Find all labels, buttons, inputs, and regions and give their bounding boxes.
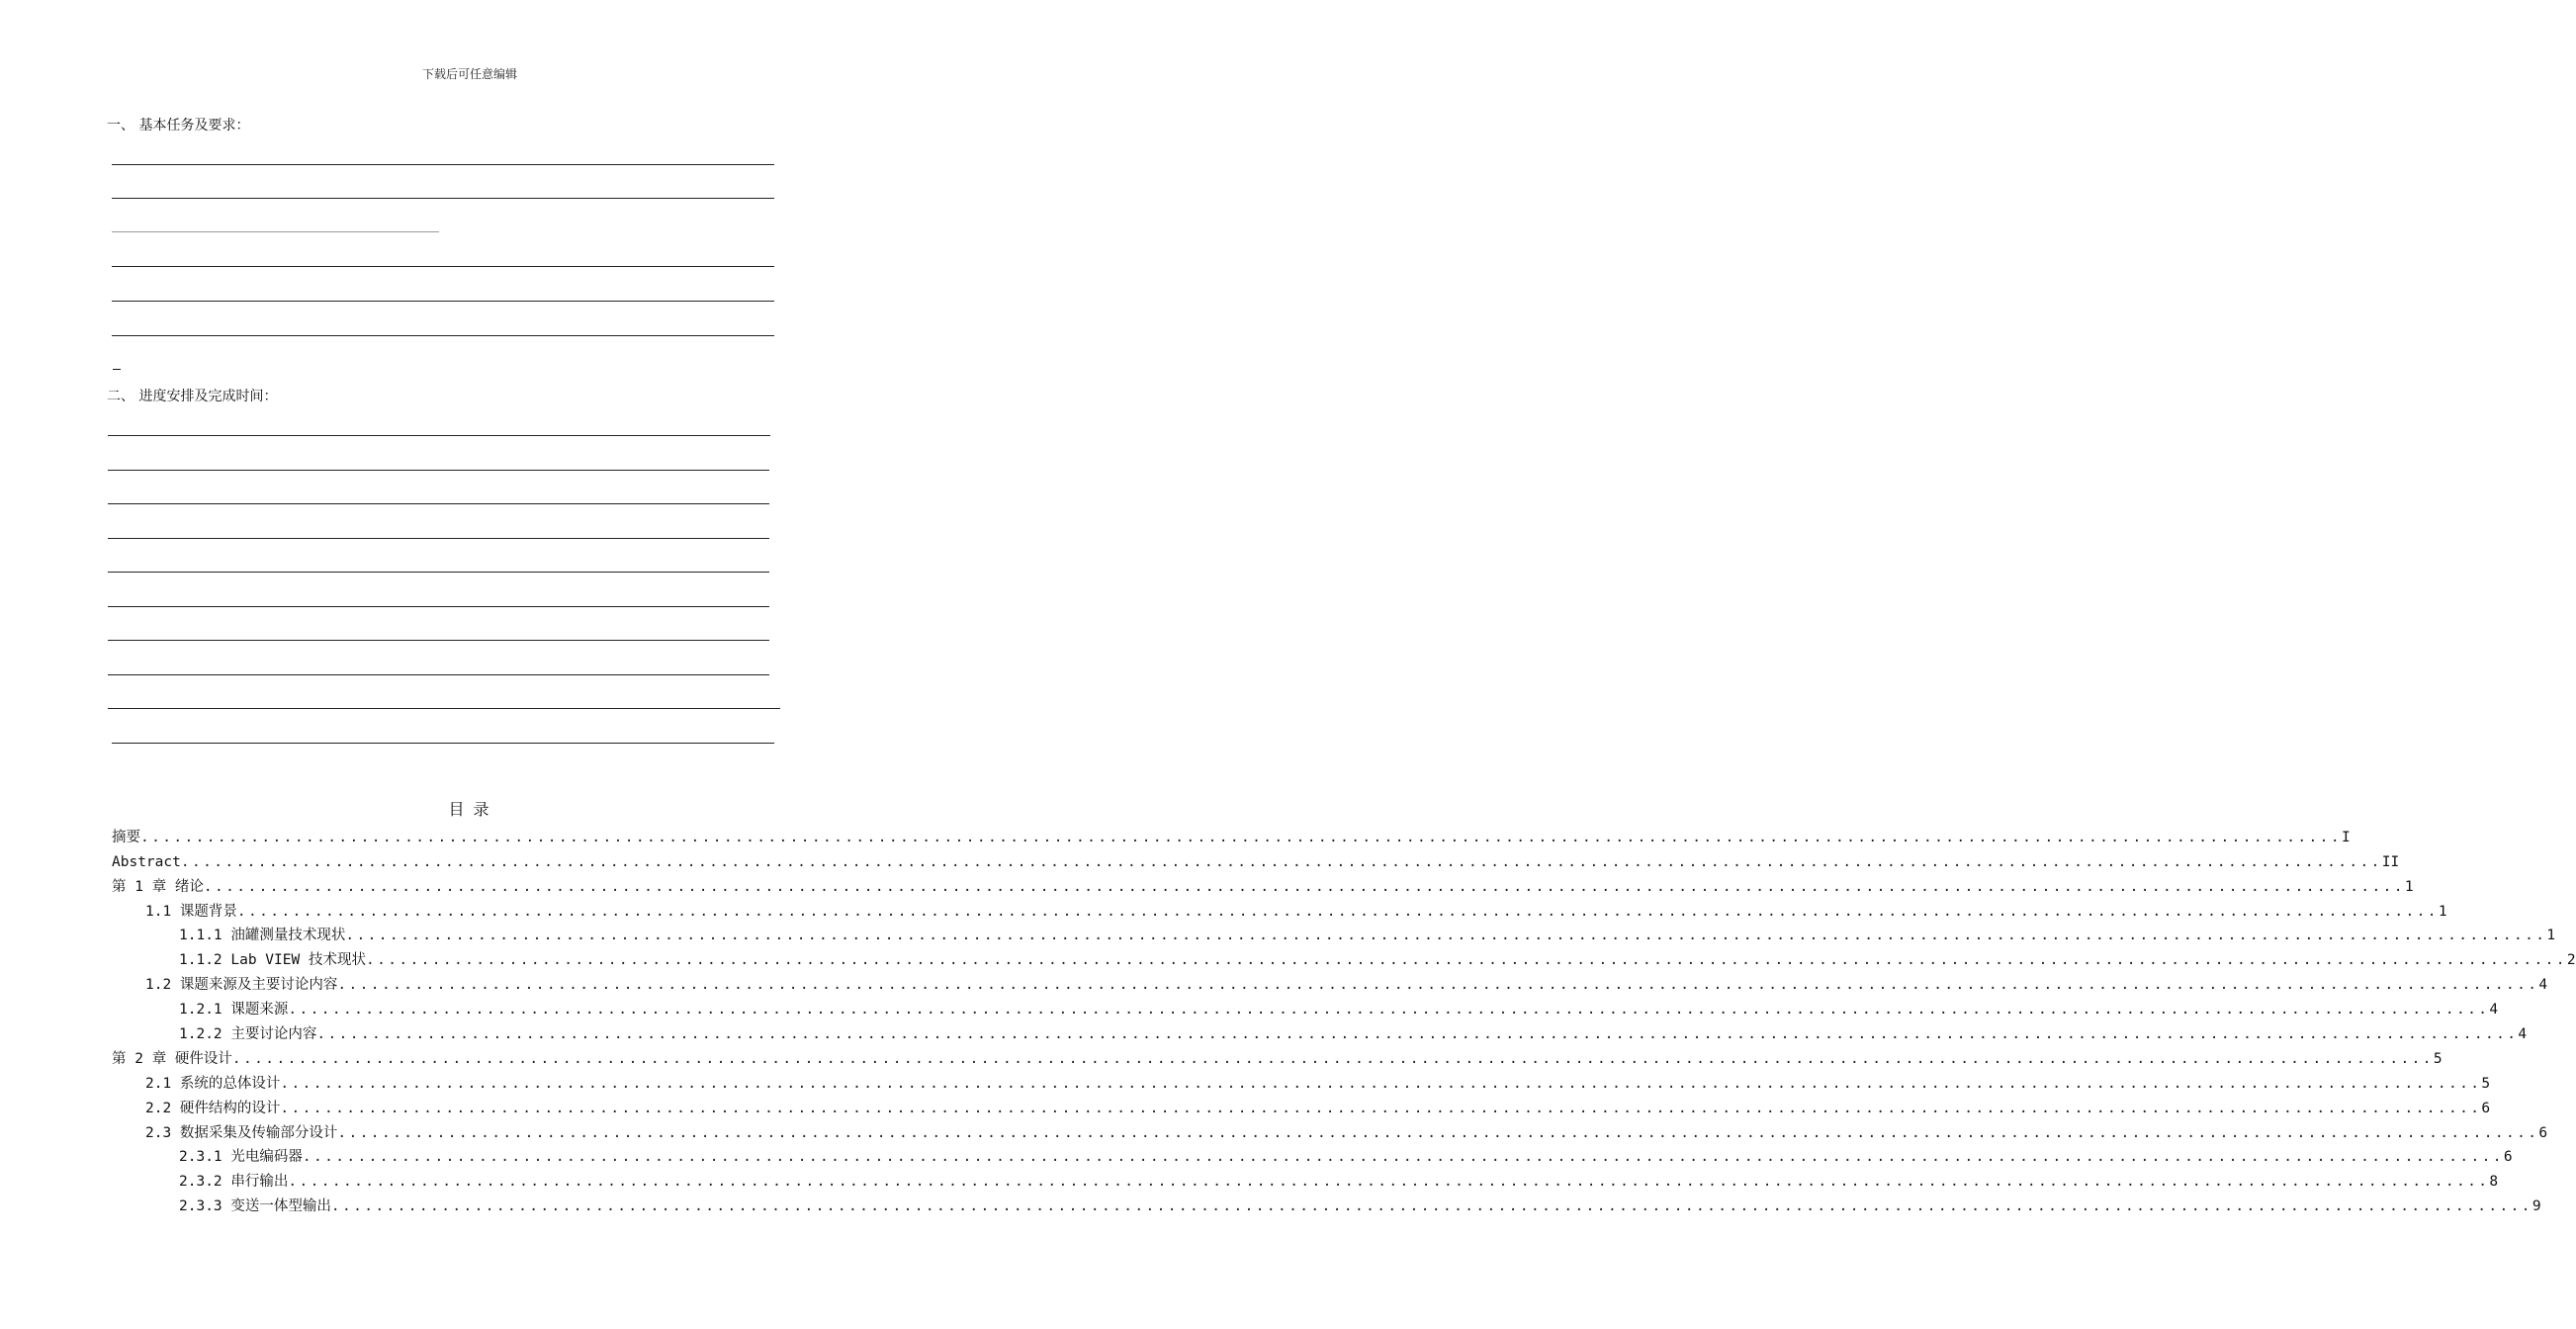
blank-line (112, 231, 439, 232)
toc-leader-dots: ........................................................................................................................................................................................................ (288, 1002, 2490, 1019)
section-1-title: 一、 基本任务及要求： (107, 118, 250, 133)
toc-entry-page: 1 (2404, 878, 2414, 895)
blank-line (108, 572, 769, 573)
toc-leader-dots: ........................................................................................................................................................................................................ (140, 829, 2342, 845)
blank-line (112, 335, 774, 336)
page-header: 下载后可任意编辑 (421, 67, 517, 81)
toc-entry-title: 1.2.2 主要讨论内容 (179, 1026, 317, 1043)
toc-entry-title: 摘要 (112, 829, 140, 845)
toc-entry-title: 1.1 课题背景 (145, 903, 237, 920)
blank-line (112, 266, 774, 267)
toc-entry-page: 5 (2481, 1075, 2491, 1092)
toc-entry-page: 9 (2532, 1198, 2541, 1215)
blank-line (108, 640, 769, 641)
toc-entry[interactable] (112, 1192, 2541, 1216)
toc-entry[interactable] (112, 1044, 2443, 1069)
toc-title: 目 录 (448, 800, 491, 819)
toc-entry[interactable] (112, 897, 2447, 922)
blank-line (108, 674, 769, 675)
toc-entry-page: 1 (2438, 903, 2447, 920)
toc-entry[interactable] (112, 1069, 2491, 1094)
toc-entry-title: 1.2.1 课题来源 (179, 1002, 289, 1019)
toc-leader-dots: ........................................................................................................................................................................................................ (180, 853, 2382, 870)
toc-leader-dots: ........................................................................................................................................................................................................ (316, 1026, 2519, 1043)
blank-line (108, 470, 769, 471)
toc-entry[interactable] (112, 823, 2351, 847)
toc-entry-title: 2.3.1 光电编码器 (179, 1149, 303, 1166)
toc-entry-title: 2.3.3 变送一体型输出 (179, 1198, 331, 1215)
blank-line (112, 743, 774, 744)
toc-entry-title: 1.1.1 油罐测量技术现状 (179, 928, 346, 944)
toc-entry-title: 2.3.2 串行输出 (179, 1174, 289, 1191)
toc-entry-page: 2 (2566, 952, 2576, 969)
toc-entry[interactable] (112, 1143, 2513, 1168)
toc-entry-title: 第 2 章 硬件设计 (112, 1050, 232, 1067)
toc-entry[interactable] (112, 945, 2576, 970)
blank-line (112, 164, 774, 165)
toc-entry[interactable] (112, 922, 2556, 946)
toc-entry[interactable] (112, 872, 2414, 897)
toc-entry-page: 1 (2546, 928, 2556, 944)
toc-leader-dots: ........................................................................................................................................................................................................ (288, 1174, 2490, 1191)
toc-entry-page: 4 (2518, 1026, 2528, 1043)
toc-leader-dots: ........................................................................................................................................................................................................ (231, 1050, 2434, 1067)
toc-leader-dots: ........................................................................................................................................................................................................ (302, 1149, 2504, 1166)
toc-entry-page: 5 (2433, 1050, 2443, 1067)
toc-entry[interactable] (112, 970, 2548, 995)
toc-leader-dots: ........................................................................................................................................................................................................ (236, 903, 2439, 920)
toc-entry-title: 1.1.2 Lab VIEW 技术现状 (179, 952, 366, 969)
blank-line (108, 435, 770, 436)
toc-entry-title: 2.2 硬件结构的设计 (145, 1100, 281, 1116)
toc-entry-page: 8 (2489, 1174, 2499, 1191)
toc-leader-dots: ........................................................................................................................................................................................................ (330, 1198, 2532, 1215)
toc-entry-page: 6 (2503, 1149, 2513, 1166)
toc-leader-dots: ........................................................................................................................................................................................................ (280, 1100, 2482, 1116)
toc-leader-dots: ........................................................................................................................................................................................................ (280, 1075, 2482, 1092)
toc-entry-title: Abstract (112, 853, 181, 870)
blank-line (112, 301, 774, 302)
toc-entry-page: 6 (2481, 1100, 2491, 1116)
blank-line (108, 606, 769, 607)
blank-line (108, 708, 780, 709)
blank-line (112, 198, 774, 199)
table-of-contents (112, 823, 2576, 1216)
toc-entry-page: I (2341, 829, 2351, 845)
blank-line (108, 538, 769, 539)
toc-entry-title: 第 1 章 绪论 (112, 878, 204, 895)
toc-entry[interactable] (112, 847, 2400, 872)
toc-entry[interactable] (112, 1019, 2528, 1044)
toc-entry-page: 4 (2538, 977, 2548, 994)
toc-entry-page: 4 (2489, 1002, 2499, 1019)
toc-entry-page: II (2381, 853, 2400, 870)
toc-entry[interactable] (112, 1094, 2491, 1118)
toc-leader-dots: ........................................................................................................................................................................................................ (365, 952, 2567, 969)
toc-entry-title: 2.3 数据采集及传输部分设计 (145, 1124, 338, 1141)
toc-leader-dots: ........................................................................................................................................................................................................ (203, 878, 2405, 895)
toc-leader-dots: ........................................................................................................................................................................................................ (337, 1124, 2539, 1141)
toc-entry-title: 1.2 课题来源及主要讨论内容 (145, 977, 338, 994)
section-2-title: 二、 进度安排及完成时间： (107, 389, 278, 404)
toc-entry[interactable] (112, 1118, 2548, 1143)
toc-leader-dots: ........................................................................................................................................................................................................ (345, 928, 2547, 944)
toc-entry[interactable] (112, 1167, 2499, 1192)
toc-entry-title: 2.1 系统的总体设计 (145, 1075, 281, 1092)
blank-line (108, 503, 769, 504)
toc-entry-page: 6 (2538, 1124, 2548, 1141)
toc-leader-dots: ........................................................................................................................................................................................................ (337, 977, 2539, 994)
toc-entry[interactable] (112, 995, 2499, 1019)
dash-mark (113, 369, 121, 370)
